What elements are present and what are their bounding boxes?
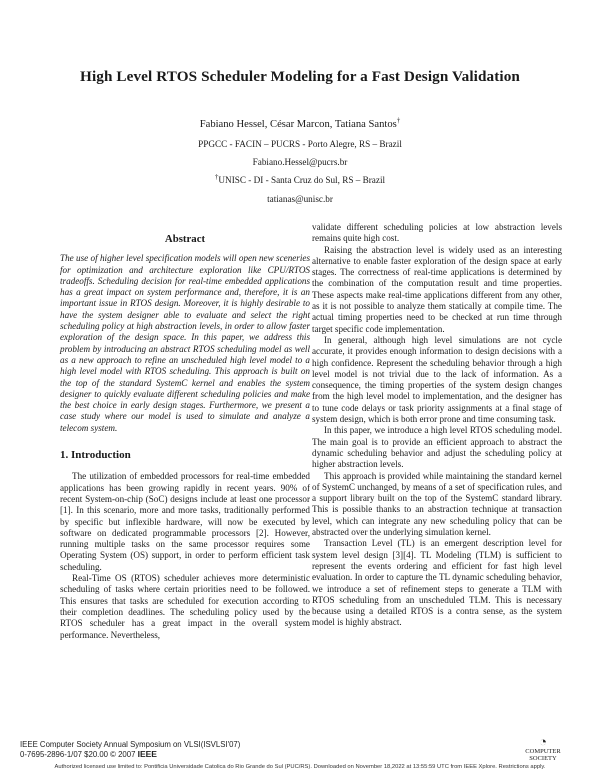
right-paragraph-3: In this paper, we introduce a high level RTOS scheduling model. The main goal is to provide an efficient approach to abstract the dynamic scheduling behavior and adjust the scheduling policy at higher abstraction levels. <box>312 425 562 470</box>
ieee-logo-text: IEEE <box>137 748 157 759</box>
affiliation-1: PPGCC - FACIN – PUCRS - Porto Alegre, RS – Brazil <box>198 139 402 149</box>
right-paragraph-4: This approach is provided while maintaining the standard kernel of SystemC unchanged, by means of a set of specification rules, and a support library built on the top of the SystemC standard library. This is possible thanks to an abstraction technique at transaction level, which can integrate any new scheduling policy that can be abstracted over the underlying simulation kernel. <box>312 470 562 538</box>
affiliation-2-text: UNISC - DI - Santa Cruz do Sul, RS – Brazil <box>218 175 386 185</box>
paper-title: High Level RTOS Scheduler Modeling for a Fast Design Validation <box>80 68 520 85</box>
abstract-text: The use of higher level specification models will open new sceneries for optimization and architecture exploration like CPU/RTOS tradeoffs. Scheduling decision for real-time embedded applications has a great impact on system performance and, therefore, it is an important issue in RTOS design. Moreover, it is highly desirable to have the system designer able to evaluate and select the right scheduling policy at high abstraction levels, in order to allow faster exploration of the design space. In this paper, we address this problem by introducing an abstract RTOS scheduling model as well as a new approach to refine an unscheduled high level model to a high level model with RTOS scheduling. This approach is built on the top of the standard SystemC kernel and enables the system designer to quickly evaluate different scheduling policies and make the best choice in early design stages. Furthermore, we present a case study where our model is used to simulate and analyze a telecom system. <box>60 253 310 433</box>
author-list <box>0 116 600 130</box>
email-1: Fabiano.Hessel@pucrs.br <box>252 157 348 167</box>
license-notice: Authorized licensed use limited to: Pontificia Universidade Catolica do Rio Grande do Sul (PUC/RS). Downloaded on November 18,2022 at 13:55:59 UTC from IEEE Xplore. Restrictions apply. <box>54 764 546 770</box>
footer-line-2 <box>20 750 240 760</box>
author-names: Fabiano Hessel, César Marcon, Tatiana Santos <box>199 119 397 130</box>
left-column <box>60 222 310 641</box>
right-paragraph-1: Raising the abstraction level is widely used as an interesting alternative to enable faster exploration of the design space at early stages. The correctness of real-time applications is determined by the combination of the computation result and time properties. These aspects make real-time applications different from any other, as it is not possible to analyze them statically at compile time. The actual timing properties need to be checked at run time through target specific code implementation. <box>312 244 562 334</box>
abstract-heading: Abstract <box>164 233 206 245</box>
intro-paragraph-2: Real-Time OS (RTOS) scheduler achieves more deterministic scheduling of tasks where certain priorities need to be followed. This ensures that tasks are scheduled for execution according to their completion deadlines. The scheduling policy used by the RTOS scheduler has a great impact in the overall system performance. Nevertheless, <box>60 573 310 640</box>
footer-isbn: 0-7695-2896-1/07 $20.00 © 2007 <box>20 749 136 759</box>
intro-paragraph-1: The utilization of embedded processors for real-time embedded applications has been growing rapidly in recent years. 90% of recent System-on-chip (SoC) designs include at least one processor [1]. In this scenario, more and more tasks, traditionally performed by specific but inflexible hardware, will now be executed by software on dedicated programmable processors [2]. However, running multiple tasks on the same processor requires some Operating System (OS) support, in order to perform efficient task scheduling. <box>60 471 310 572</box>
right-paragraph-continued: validate different scheduling policies at low abstraction levels remains quite high cost. <box>312 222 562 244</box>
logo-line-1: COMPUTER <box>525 748 561 755</box>
footer-line-1: IEEE Computer Society Annual Symposium on VLSI(ISVLSI'07) <box>20 740 241 749</box>
computer-society-glyph-icon: ◔ <box>539 734 547 749</box>
right-paragraph-5: Transaction Level (TL) is an emergent description level for system level design [3][4]. TL Modeling (TLM) is sufficient to represent the events ordering and efficient for fast high level evaluation. In order to capture the TL dynamic scheduling behavior, we introduce a set of refinement steps to generate a TLM with RTOS scheduling from an unscheduled TLM. This is necessary because using a detailed RTOS is a contra sense, as the system model is highly abstract. <box>312 538 562 628</box>
logo-line-2: SOCIETY <box>529 755 557 762</box>
right-paragraph-2: In general, although high level simulations are not cycle accurate, it provides enough information to design decisions with a high confidence. Represent the scheduling behavior through a high level model is not trivial due to the lack of information. As a consequence, the timing properties of the system design changes from the high level model to implementation, and the designer has to tune code delays or task priority assignments at a final stage of system design, which is both error prone and time consuming task. <box>312 334 562 425</box>
computer-society-logo <box>508 736 578 766</box>
section-heading-introduction: 1. Introduction <box>60 449 131 462</box>
footer-citation <box>20 740 240 759</box>
right-column <box>312 222 562 629</box>
author-mark: † <box>396 116 401 125</box>
email-2: tatianas@unisc.br <box>267 194 333 204</box>
affiliation-mark: † <box>214 172 219 181</box>
affiliation-2 <box>0 172 600 185</box>
